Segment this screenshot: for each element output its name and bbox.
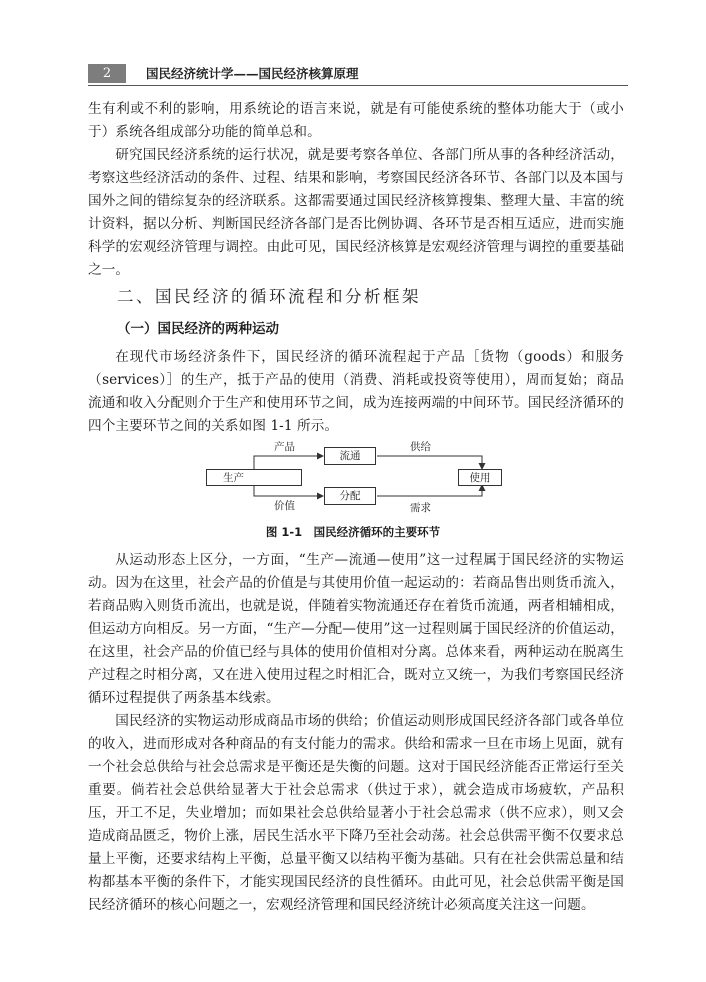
section-title: 二、国民经济的循环流程和分析框架 [117, 287, 421, 306]
edge-label-supply: 供给 [410, 441, 431, 453]
paragraph: 生有利或不利的影响，用系统论的语言来说，就是有可能使系统的整体功能大于（或小于）系统各组成部分功能的简单总和。 [88, 101, 624, 140]
header-rule [88, 85, 628, 86]
node-circulation: 流通 [324, 447, 376, 465]
paragraph: 国民经济的实物运动形成商品市场的供给；价值运动则形成国民经济各部门或各单位的收入，进而形成对各种商品的有支付能力的需求。供给和需求一旦在市场上见面，就有一个社会总供给与社会总需求是平衡还是失衡的问题。这对于国民经济能否正常运行至关重要。倘若社会总供给显著大于社会总需求（供过于求），就会造成市场疲软，产品积压，开工不足，失业增加；而如果社会总供给显著小于社会总需求（供不应求），则又会造成商品匮乏，物价上涨，居民生活水平下降乃至社会动荡。社会总供需平衡不仅要求总量上平衡，还要求结构上平衡，总量平衡又以结构平衡为基础。只有在社会供需总量和结构都基本平衡的条件下，才能实现国民经济的良性循环。由此可见，社会总供需平衡是国民经济循环的核心问题之一，宏观经济管理和国民经济统计必须高度关注这一问题。 [88, 713, 624, 913]
arrow-value [254, 485, 323, 496]
paragraph: 从运动形态上区分，一方面，“生产—流通—使用”这一过程属于国民经济的实物运动。因为在这里，社会产品的价值是与其使用价值一起运动的：若商品售出则货币流入，若商品购入则货币流出，也就是说，伴随着实物流通还存在着货币流通，两者相辅相成，但运动方向相反。另一方面，“生产—分配—使用”这一过程则属于国民经济的价值运动，在这里，社会产品的价值已经与具体的使用价值相对分离。总体来看，两种运动在脱离生产过程之时相分离，又在进入使用过程之时相汇合，既对立又统一，为我们考察国民经济循环过程提供了两条基本线索。 [88, 552, 624, 706]
node-use: 使用 [458, 469, 502, 486]
edge-label-products: 产品 [274, 441, 295, 453]
page-number: 2 [88, 64, 126, 83]
circulation-diagram [200, 436, 510, 514]
subsection-title: （一）国民经济的两种运动 [117, 321, 279, 337]
paragraph: 在现代市场经济条件下，国民经济的循环流程起于产品［货物（goods）和服务（services）］的生产，抵于产品的使用（消费、消耗或投资等使用），周而复始；商品流通和收入分配则介于生产和使用环节之间，成为连接两端的中间环节。国民经济循环的四个主要环节之间的关系如图 1-1 所示。 [88, 349, 624, 434]
paragraph: 研究国民经济系统的运行状况，就是要考察各单位、各部门所从事的各种经济活动，考察这些经济活动的条件、过程、结果和影响，考察国民经济各环节、各部门以及本国与国外之间的错综复杂的经济联系。这都需要通过国民经济核算搜集、整理大量、丰富的统计资料，据以分析、判断国民经济各部门是否比例协调、各环节是否相互适应，进而实施科学的宏观经济管理与调控。由此可见，国民经济核算是宏观经济管理与调控的重要基础之一。 [88, 147, 624, 278]
edge-label-value: 价值 [274, 500, 295, 512]
figure-caption: 图 1-1 国民经济循环的主要环节 [265, 525, 441, 539]
arrow-products [254, 456, 323, 469]
edge-label-demand: 需求 [410, 502, 431, 514]
body-text-top [88, 98, 624, 282]
arrow-supply [377, 456, 482, 469]
node-distribution: 分配 [324, 487, 376, 505]
node-production: 生产 [206, 469, 302, 486]
running-header [88, 64, 628, 83]
body-text-mid [88, 346, 624, 438]
body-text-bottom [88, 549, 624, 917]
arrow-demand [377, 485, 482, 496]
running-title: 国民经济统计学——国民经济核算原理 [146, 66, 359, 81]
